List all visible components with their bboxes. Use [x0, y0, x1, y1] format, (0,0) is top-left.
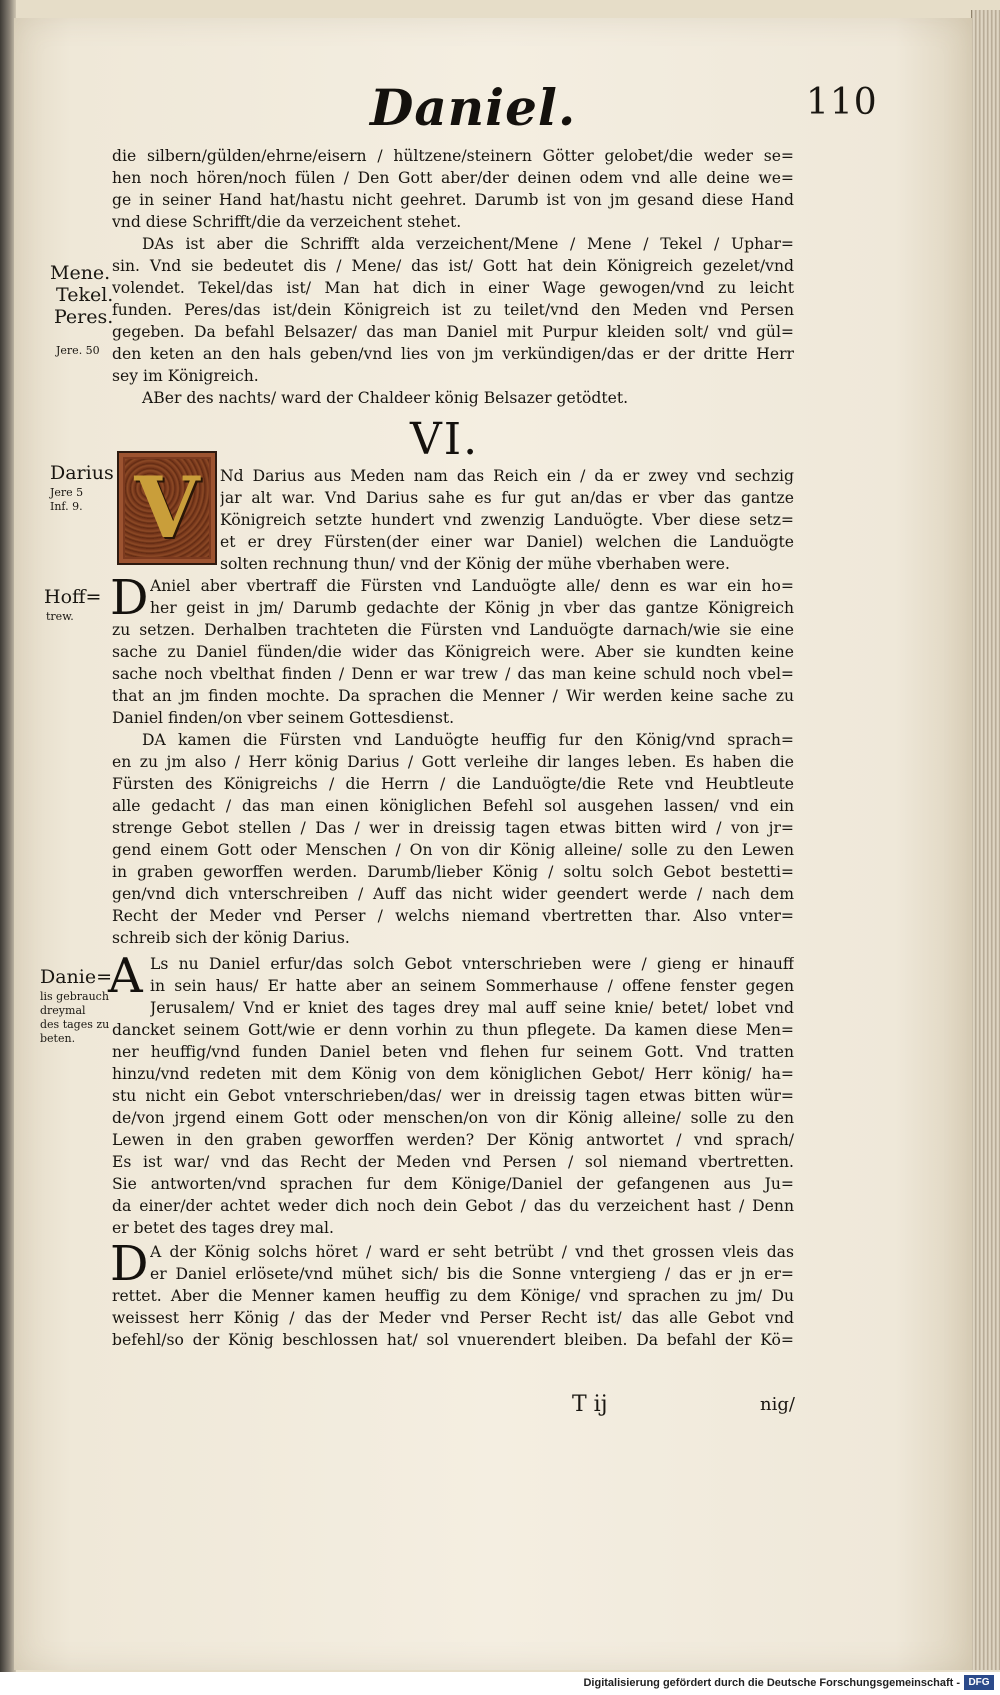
text-block-3	[112, 1019, 794, 1239]
text-line: gen/vnd dich vnterschreiben / Auff das nicht wider geendert werde / nach dem	[112, 885, 794, 903]
text-line: de/von jrgend einem Gott oder menschen/on von dir König alleine/ solle zu den	[112, 1109, 794, 1127]
margin-note-hoff: Hoff=	[44, 586, 102, 608]
text-line: ner heuffig/vnd funden Daniel beten vnd flehen fur seinem Gott. Vnd tratten	[112, 1043, 794, 1061]
margin-note-small: des tages zu	[40, 1018, 110, 1031]
text-line: sin. Vnd sie bedeutet dis / Mene/ das ist/ Gott hat dein Königreich gezelet/vnd	[112, 257, 794, 275]
text-line: Es ist war/ vnd das Recht der Meden vnd Persen / sol niemand vbertretten.	[112, 1153, 794, 1171]
text-line: befehl/so der König beschlossen hat/ sol vnuerendert bleiben. Da befahl der Kö=	[112, 1331, 794, 1349]
margin-note-small: lis gebrauch	[40, 990, 109, 1003]
text-block-4	[112, 1285, 794, 1351]
text-line: jar alt war. Vnd Darius sahe es fur gut an/das er vber das gantze	[220, 489, 794, 507]
text-line: sey im Königreich.	[112, 367, 259, 385]
text-line: er Daniel erlösete/vnd mühet sich/ bis die Sonne vntergieng / das er jn er=	[150, 1265, 794, 1283]
margin-note-mene: Mene.	[50, 262, 111, 284]
text-line: solten rechnung thun/ vnd der König der mühe vberhaben were.	[220, 555, 730, 573]
text-line: strenge Gebot stellen / Das / wer in dreissig tagen etwas bitten wird / von jr=	[112, 819, 794, 837]
text-block-d2	[150, 1241, 794, 1285]
text-line: da einer/der achtet weder dich noch dein Gebot / das du verzeichent hast / Denn	[112, 1197, 794, 1215]
text-line: sache zu Daniel fünden/die wider das Königreich were. Aber sie kundten keine	[112, 643, 794, 661]
text-line: Sie antworten/vnd sprachen fur dem Könige/Daniel der gefangenen aus Ju=	[112, 1175, 794, 1193]
text-line: weissest herr König / das der Meder vnd Perser Recht ist/ das alle Gebot vnd	[112, 1309, 794, 1327]
credit-text: Digitalisierung gefördert durch die Deutsche Forschungsgemeinschaft -	[583, 1677, 960, 1689]
text-line: Daniel finden/on vber seinem Gottesdienst.	[112, 709, 455, 727]
margin-note-danie: Danie=	[40, 966, 113, 988]
margin-note-peres: Peres.	[54, 306, 114, 328]
text-line: er betet des tages drey mal.	[112, 1219, 334, 1237]
initial-letter: V	[134, 458, 200, 557]
text-block-2	[112, 619, 794, 949]
text-line: die silbern/gülden/ehrne/eisern / hültzene/steinern Götter gelobet/die weder se=	[112, 147, 794, 165]
chapter-heading: VI.	[410, 414, 480, 465]
text-line: en zu jm also / Herr könig Darius / Gott verleihe dir langes leben. Es haben die	[112, 753, 794, 771]
margin-note-ref: Inf. 9.	[50, 500, 83, 513]
text-line: ge in seiner Hand hat/hastu nicht geehret. Darumb ist von jm gesand diese Hand	[112, 191, 794, 209]
margin-note-darius: Darius	[50, 462, 114, 484]
text-line: hinzu/vnd redeten mit dem König von dem königlichen Gebot/ Herr könig/ ha=	[112, 1065, 794, 1083]
text-line: Recht der Meder vnd Perser / welchs niemand vbertretten thar. Also vnter=	[112, 907, 794, 925]
text-line: Nd Darius aus Meden nam das Reich ein / da er zwey vnd sechzig	[220, 467, 794, 485]
margin-note-trew: trew.	[46, 610, 74, 623]
text-line: dancket seinem Gott/wie er denn vorhin zu thun pflegete. Da kamen diese Men=	[112, 1021, 794, 1039]
text-line: alle gedacht / das man einen königlichen Befehl sol ausgehen lassen/ vnd ein	[112, 797, 794, 815]
text-line: funden. Peres/das ist/dein Königreich ist zu teilet/vnd den Meden vnd Persen	[112, 301, 794, 319]
text-line: Fürsten des Königreichs / die Herrn / die Landuögte/die Rete vnd Heubtleute	[112, 775, 794, 793]
text-line: vnd diese Schrifft/die da verzeichent stehet.	[112, 213, 462, 231]
text-line: stu nicht ein Gebot vnterschrieben/das/ wer in dreissig tagen etwas bitten wür=	[112, 1087, 794, 1105]
text-line: Aniel aber vbertraff die Fürsten vnd Landuögte alle/ denn es war ein ho=	[150, 577, 794, 595]
text-line: Lewen in den graben geworffen werden? Der König antwortet / vnd sprach/	[112, 1131, 794, 1149]
margin-note-small: dreymal	[40, 1004, 86, 1017]
text-line: A der König solchs höret / ward er seht betrübt / vnd thet grossen vleis das	[150, 1243, 794, 1261]
text-line: in sein haus/ Er hatte aber an seinem Sommerhause / offene fenster gegen	[150, 977, 794, 995]
page-fore-edge	[971, 10, 1000, 1670]
signature-mark: T ij	[572, 1392, 608, 1417]
margin-note-ref: Jere 5	[50, 486, 84, 499]
text-line: zu setzen. Derhalben trachteten die Fürsten vnd Landuögte darnach/wie sie eine	[112, 621, 794, 639]
text-line: hen noch hören/noch fülen / Den Gott aber/der deinen odem vnd alle deine we=	[112, 169, 794, 187]
page-number: 110	[806, 82, 878, 123]
margin-note-tekel: Tekel.	[56, 284, 114, 306]
text-line: that an jm finden mochte. Da sprachen die Menner / Wir werden keine sache zu	[112, 687, 794, 705]
text-line: ABer des nachts/ ward der Chaldeer könig Belsazer getödtet.	[142, 389, 629, 407]
running-title: Daniel.	[370, 78, 577, 137]
text-line: et er drey Fürsten(der einer war Daniel) welchen die Landuögte	[220, 533, 794, 551]
text-block-v	[220, 465, 794, 575]
text-line: rettet. Aber die Menner kamen heuffig zu dem Könige/ vnd sprachen zu jm/ Du	[112, 1287, 794, 1305]
text-line: schreib sich der könig Darius.	[112, 929, 350, 947]
text-line: Ls nu Daniel erfur/das solch Gebot vnterschrieben were / gieng er hinauff	[150, 955, 794, 973]
dfg-logo: DFG	[964, 1675, 994, 1690]
text-line: den keten an den hals geben/vnd lies von jm verkündigen/das er der dritte Herr	[112, 345, 794, 363]
text-block-1	[112, 145, 794, 409]
text-block-a	[150, 953, 794, 1019]
text-line: in graben geworffen werden. Darumb/lieber König / soltu solch Gebot bestetti=	[112, 863, 794, 881]
text-line: Königreich setzte hundert vnd zwenzig Landuögte. Vber diese setz=	[220, 511, 794, 529]
text-line: DA kamen die Fürsten vnd Landuögte heuffig fur den König/vnd sprach=	[142, 731, 794, 749]
text-line: her geist in jm/ Darumb gedachte der König jn vber das gantze Königreich	[150, 599, 794, 617]
text-line: gegeben. Da befahl Belsazer/ das man Daniel mit Purpur kleiden solt/ vnd gül=	[112, 323, 794, 341]
margin-note-small: beten.	[40, 1032, 76, 1045]
text-line: gend einem Gott oder Menschen / On von dir König alleine/ solle zu den Lewen	[112, 841, 794, 859]
text-line: DAs ist aber die Schrifft alda verzeichent/Mene / Mene / Tekel / Uphar=	[142, 235, 794, 253]
margin-note-ref: Jere. 50	[56, 344, 100, 357]
catchword: nig/	[760, 1394, 795, 1415]
ornamental-initial	[117, 451, 217, 565]
text-line: volendet. Tekel/das ist/ Man hat dich in einer Wage gewogen/vnd zu leicht	[112, 279, 794, 297]
drop-cap: A	[108, 948, 143, 1004]
text-line: sache noch vbelthat finden / Denn er war trew / das man keine schuld noch vbel=	[112, 665, 794, 683]
text-line: Jerusalem/ Vnd er kniet des tages drey mal auff seine knie/ betet/ lobet vnd	[150, 999, 794, 1017]
drop-cap: D	[110, 570, 149, 626]
text-block-d1	[150, 575, 794, 619]
drop-cap: D	[110, 1236, 149, 1292]
